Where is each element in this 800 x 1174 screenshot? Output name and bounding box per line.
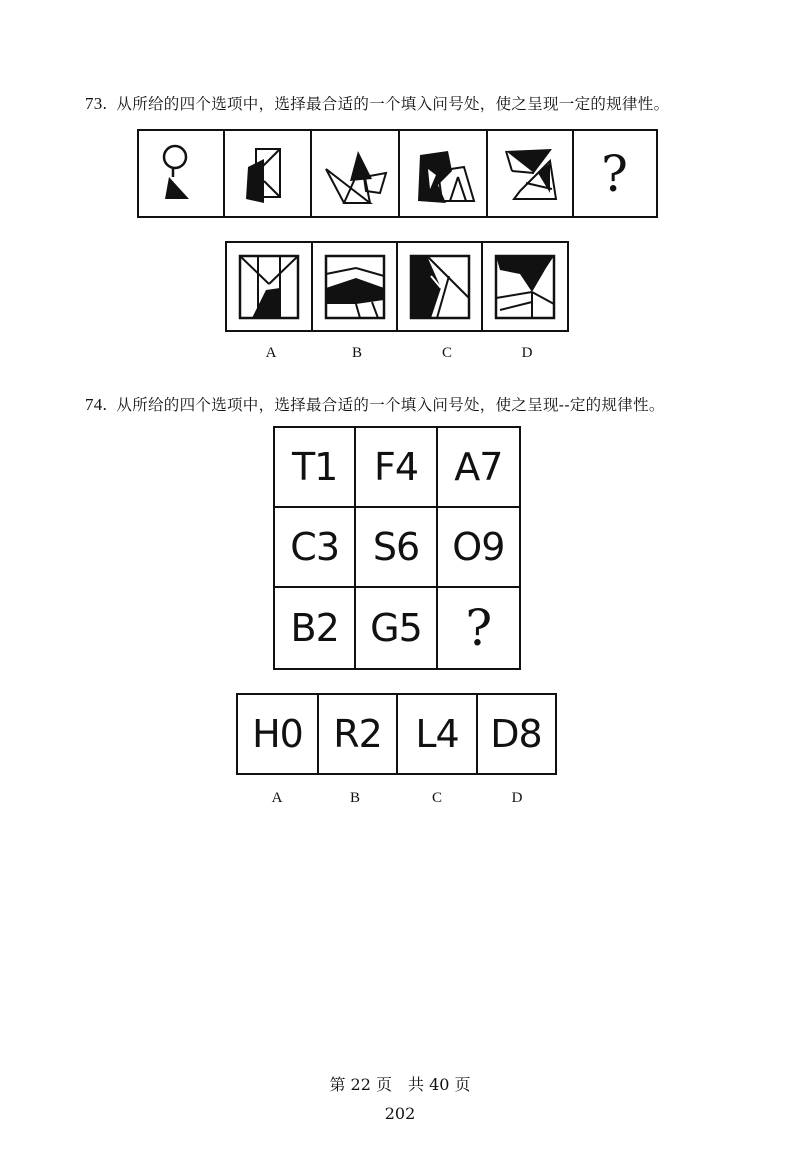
question-73-figure-strip [137, 129, 658, 218]
page-number: 202 [384, 1104, 416, 1123]
option-b-drawing [316, 248, 394, 326]
figure-2 [225, 131, 312, 216]
question-73-stem [85, 92, 669, 114]
option-c-drawing [401, 248, 479, 326]
option-a-value[interactable]: H0 [238, 695, 319, 773]
figure-5 [488, 131, 574, 216]
option-a-figure[interactable] [227, 243, 313, 330]
option-d-label: D [521, 345, 533, 361]
z-shape-figure [490, 133, 570, 215]
grid-cell: G5 [356, 588, 437, 668]
question-74-options-strip [236, 693, 557, 775]
option-d-figure[interactable] [483, 243, 567, 330]
figure-question-cell [574, 131, 655, 216]
grid-cell: S6 [356, 508, 437, 588]
figure-1 [139, 131, 225, 216]
question-text: 从所给的四个选项中，选择最合适的一个填入问号处，使之呈现一定的规律性。 [116, 95, 670, 113]
question-text: 从所给的四个选项中，选择最合适的一个填入问号处，使之呈现--定的规律性。 [116, 396, 665, 414]
question-number: 74. [85, 395, 108, 414]
folded-shape-figure [228, 133, 308, 215]
option-b-figure[interactable] [313, 243, 398, 330]
grid-cell: T1 [275, 428, 356, 508]
question-73-options-strip [225, 241, 569, 332]
grid-cell: F4 [356, 428, 437, 508]
grid-cell: A7 [438, 428, 519, 508]
question-number: 73. [85, 94, 108, 113]
page-info: 第 22 页 共 40 页 [329, 1075, 471, 1094]
option-a-label: A [265, 345, 277, 361]
option-c-label: C [441, 345, 452, 361]
grid-cell: C3 [275, 508, 356, 588]
figure-3 [312, 131, 400, 216]
option-b-value[interactable]: R2 [319, 695, 398, 773]
grid-cell: O9 [438, 508, 519, 588]
question-74-stem [85, 393, 665, 415]
pentagon-blocks-figure [402, 133, 484, 215]
figure-4 [400, 131, 488, 216]
question-74-grid [273, 426, 521, 670]
option-d-label: D [511, 790, 523, 806]
option-c-label: C [431, 790, 442, 806]
circle-triangle-figure [141, 133, 221, 215]
option-c-value[interactable]: L4 [398, 695, 478, 773]
grid-cell: B2 [275, 588, 356, 668]
option-b-label: B [351, 345, 362, 361]
option-a-drawing [230, 248, 308, 326]
option-c-figure[interactable] [398, 243, 483, 330]
option-a-label: A [271, 790, 283, 806]
option-b-label: B [349, 790, 360, 806]
option-d-drawing [486, 248, 564, 326]
overlapping-triangles-figure [314, 133, 396, 215]
question-mark: ? [601, 144, 628, 203]
option-d-value[interactable]: D8 [490, 712, 542, 756]
grid-question-mark: ? [465, 599, 492, 657]
